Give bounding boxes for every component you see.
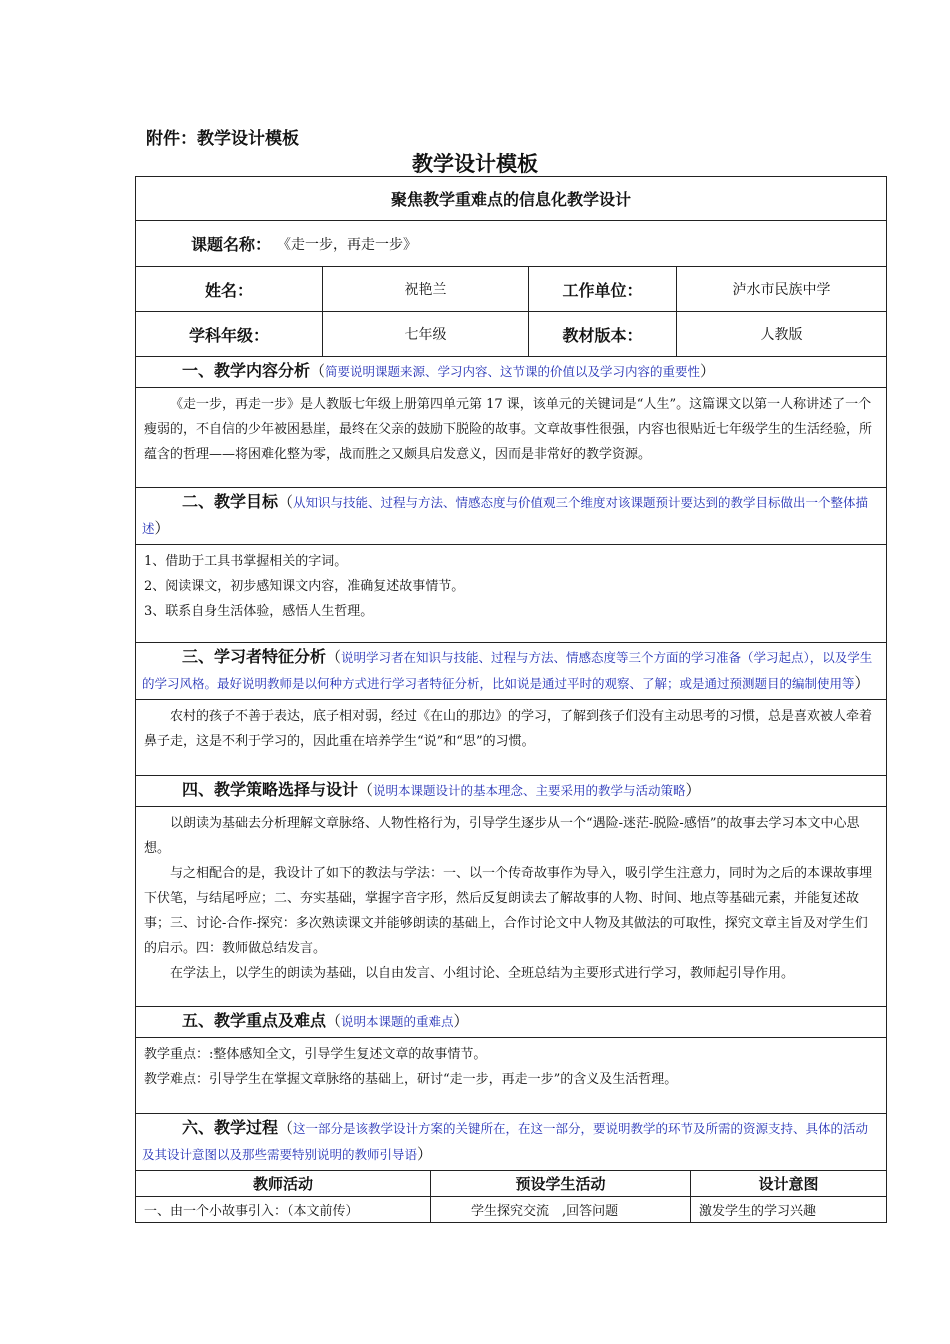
edition-value: 人教版 — [760, 327, 803, 343]
section-note: 说明本课题的重难点 — [341, 1014, 454, 1029]
paragraph: 《走一步，再走一步》是人教版七年级上册第四单元第 17 课，该单元的关键词是“人生”。这篇课文以第一人称讲述了一个瘦弱的，不自信的少年被困悬崖，最终在父亲的鼓励下脱险的故事。文章故事性很强，内容也很贴近七年级学生的生活经验，所蕴含的哲理——将困难化整为零，战而胜之又颇具启发意义，因而是非常好的教学资源。 — [144, 397, 873, 462]
teacher-activity-header: 教师活动 — [136, 1171, 431, 1196]
process-table-header — [135, 1171, 887, 1197]
name-label: 姓名： — [136, 267, 323, 311]
paragraph: 教学难点：引导学生在掌握文章脉络的基础上，研讨“走一步，再走一步”的含义及生活哲理。 — [144, 1072, 678, 1087]
course-title-label: 课题名称： — [191, 235, 272, 254]
lesson-design-table — [135, 176, 887, 1223]
section-note: 简要说明课题来源、学习内容、这节课的价值以及学习内容的重要性 — [325, 364, 701, 379]
paren-open: （ — [358, 781, 374, 799]
paragraph: 2、阅读课文，初步感知课文内容，准确复述故事情节。 — [144, 579, 465, 594]
attachment-label: 附件：教学设计模板 — [146, 129, 299, 149]
paragraph: 以朗读为基础去分析理解文章脉络、人物性格行为，引导学生逐步从一个“遇险-迷茫-脱险-感悟”的故事去学习本文中心思想。 — [144, 816, 860, 856]
section-header — [135, 488, 887, 545]
paren-close: ） — [854, 674, 870, 692]
edition-label: 教材版本： — [529, 312, 677, 356]
student-activity-cell: 学生探究交流 ,回答问题 — [431, 1197, 691, 1222]
paragraph: 与之相配合的是，我设计了如下的教法与学法：一、以一个传奇故事作为导入，吸引学生注意力，同时为之后的本课故事埋下伏笔，与结尾呼应；二、夯实基础，掌握字音字形，然后反复朗读去了解故事的人物、时间、地点等基础元素，并能复述故事；三、讨论-合作-探究：多次熟读课文并能够朗读的基础上，合作讨论文中人物及其做法的可取性，探究文章主旨及对学生们的启示。四：教师做总结发言。 — [144, 866, 873, 956]
paren-close: ） — [700, 362, 716, 380]
paragraph: 农村的孩子不善于表达，底子相对弱，经过《在山的那边》的学习，了解到孩子们没有主动思考的习惯，总是喜欢被人牵着鼻子走，这是不利于学习的，因此重在培养学生“说”和“思”的习惯。 — [144, 709, 873, 749]
grade-label: 学科年级： — [136, 312, 323, 356]
section-heading: 三、学习者特征分析 — [182, 647, 327, 666]
design-intent-header: 设计意图 — [758, 1175, 819, 1193]
paren-open: （ — [278, 493, 294, 511]
section-header — [135, 1007, 887, 1038]
section-heading: 一、教学内容分析 — [182, 361, 311, 380]
paren-open: （ — [326, 1012, 342, 1030]
course-title-value: 《走一步，再走一步》 — [277, 236, 418, 253]
design-intent-cell: 激发学生的学习兴趣 — [699, 1204, 817, 1219]
section-body — [135, 545, 887, 643]
paren-close: ） — [685, 781, 701, 799]
section-header — [135, 643, 887, 700]
paren-open: （ — [278, 1119, 294, 1137]
teacher-activity-cell: 一、由一个小故事引入：（本文前传） — [136, 1197, 431, 1222]
section-note: 从知识与技能、过程与方法、情感态度与价值观三个维度对该课题预计要达到的教学目标做出一个整体描述 — [142, 495, 869, 536]
paragraph: 教学重点：:整体感知全文，引导学生复述文章的故事情节。 — [144, 1047, 487, 1062]
section-heading: 五、教学重点及难点 — [182, 1011, 327, 1030]
section-heading: 六、教学过程 — [182, 1118, 279, 1137]
document-title: 教学设计模板 — [412, 152, 538, 176]
design-subtitle: 聚焦教学重难点的信息化教学设计 — [135, 176, 887, 221]
section-note: 说明本课题设计的基本理念、主要采用的教学与活动策略 — [373, 783, 686, 798]
paragraph: 1、借助于工具书掌握相关的字词。 — [144, 554, 348, 569]
section-body — [135, 1038, 887, 1114]
paren-open: （ — [310, 362, 326, 380]
info-row-name — [135, 267, 887, 312]
section-body — [135, 700, 887, 776]
section-body — [135, 388, 887, 488]
section-header — [135, 776, 887, 807]
work-unit-value: 泸水市民族中学 — [732, 282, 831, 298]
section-header — [135, 357, 887, 388]
paragraph: 3、联系自身生活体验，感悟人生哲理。 — [144, 604, 374, 619]
section-header — [135, 1114, 887, 1171]
course-title-row — [135, 221, 887, 267]
section-note: 说明学习者在知识与技能、过程与方法、情感态度等三个方面的学习准备（学习起点），以及学生的学习风格。最好说明教师是以何种方式进行学习者特征分析，比如说是通过平时的观察、了解；或是通过预测题目的编制使用等 — [142, 650, 873, 691]
student-activity-header: 预设学生活动 — [431, 1171, 691, 1196]
section-heading: 四、教学策略选择与设计 — [182, 780, 359, 799]
paren-close: ） — [154, 519, 170, 537]
table-row — [135, 1197, 887, 1223]
paren-close: ） — [453, 1012, 469, 1030]
section-heading: 二、教学目标 — [182, 492, 279, 511]
work-unit-label: 工作单位： — [529, 267, 677, 311]
section-note: 这一部分是该教学设计方案的关键所在，在这一部分，要说明教学的环节及所需的资源支持、具体的活动及其设计意图以及那些需要特别说明的教师引导语 — [142, 1121, 869, 1162]
info-row-grade — [135, 312, 887, 357]
paren-close: ） — [417, 1145, 433, 1163]
paren-open: （ — [326, 648, 342, 666]
paragraph: 在学法上，以学生的朗读为基础，以自由发言、小组讨论、全班总结为主要形式进行学习，教师起引导作用。 — [170, 966, 795, 981]
section-body — [135, 807, 887, 1007]
name-value: 祝艳兰 — [323, 267, 529, 311]
grade-value: 七年级 — [323, 312, 529, 356]
